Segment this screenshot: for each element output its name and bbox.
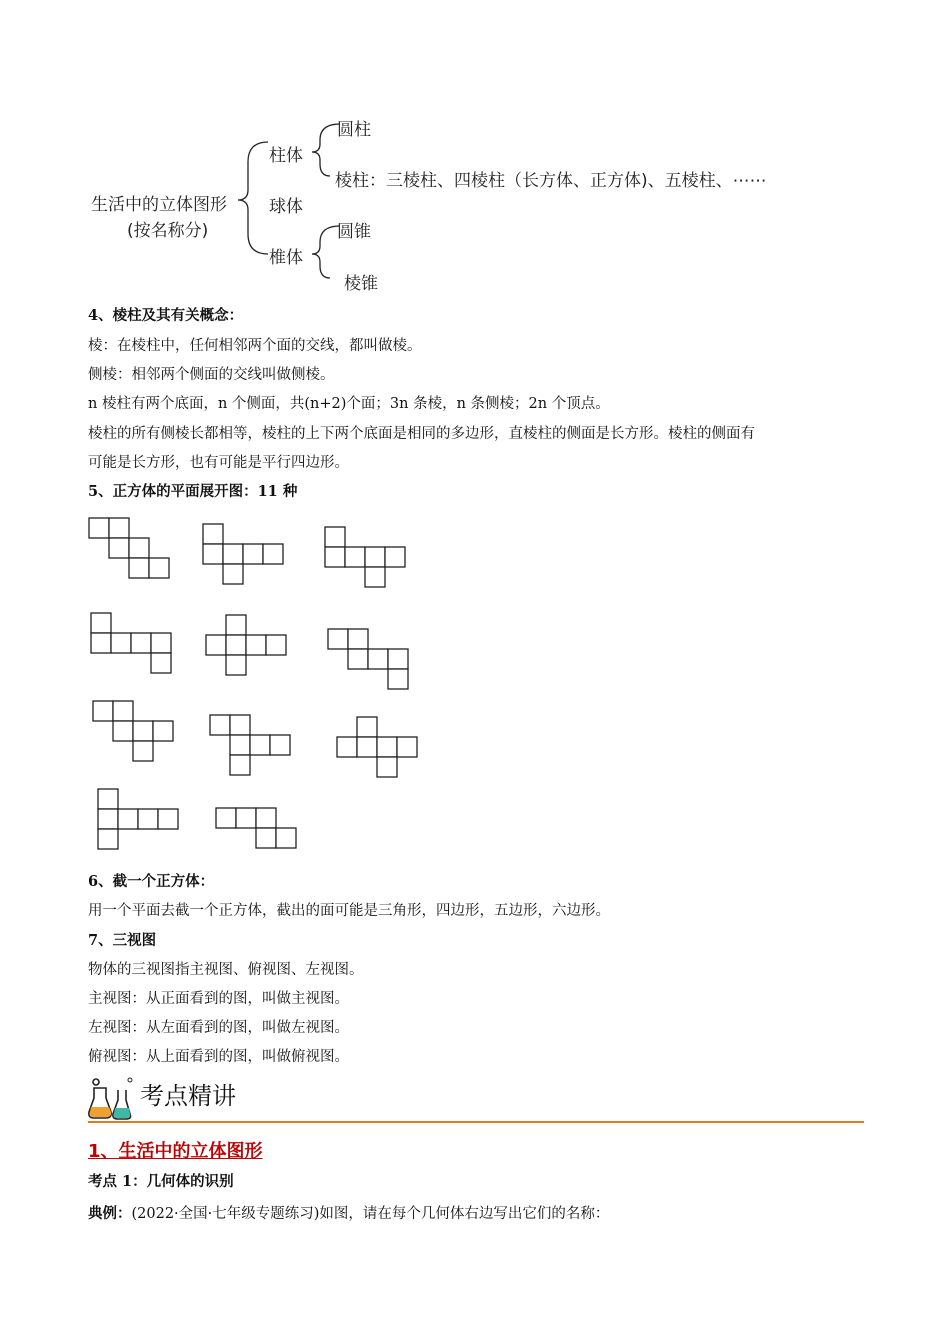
example-label: 典例： [88, 1205, 132, 1222]
cube-net-2 [202, 523, 288, 589]
cube-net-3 [324, 526, 410, 592]
kaodian-title: 考点精讲 [140, 1082, 236, 1110]
cube-net-5 [205, 614, 291, 680]
tree-root-line2: (按名称分) [127, 221, 209, 241]
section-6-title: 6、截一个正方体： [88, 873, 215, 890]
cube-net-1 [88, 517, 174, 583]
section-6-p1: 用一个平面去截一个正方体，截出的面可能是三角形，四边形，五边形，六边形。 [88, 903, 610, 919]
tree-yuanzhu: 圆柱 [337, 120, 371, 140]
section-4-p3: n 棱柱有两个底面，n 个侧面，共(n+2)个面；3n 条棱，n 条侧棱；2n 个顶点。 [88, 396, 610, 412]
cube-net-10 [97, 788, 187, 854]
section-4-p1: 棱：在棱柱中，任何相邻两个面的交线，都叫做棱。 [88, 338, 422, 354]
cube-net-8 [209, 714, 295, 780]
tree-zhuti: 柱体 [269, 146, 303, 166]
tree-qiuti: 球体 [269, 197, 303, 217]
cube-net-9 [336, 716, 422, 782]
section-4-p4a: 棱柱的所有侧棱长都相等，棱柱的上下两个底面是相同的多边形，直棱柱的侧面是长方形。棱柱的侧面有 [88, 426, 755, 442]
lab-flask-icon [86, 1074, 138, 1122]
cube-net-7 [92, 700, 178, 766]
kaodian-point1: 考点 1：几何体的识别 [88, 1173, 234, 1190]
cube-net-11 [215, 807, 305, 853]
tree-zhuiti: 椎体 [269, 248, 303, 268]
example-text: (2022·全国·七年级专题练习)如图，请在每个几何体右边写出它们的名称： [131, 1206, 610, 1222]
section-7-p3: 左视图：从左面看到的图，叫做左视图。 [88, 1020, 349, 1036]
section-7-p4: 俯视图：从上面看到的图，叫做俯视图。 [88, 1049, 349, 1065]
cube-net-6 [327, 628, 413, 694]
section-7-title: 7、三视图 [88, 932, 157, 949]
tree-lengzhu: 棱柱：三棱柱、四棱柱（长方体、正方体)、五棱柱、⋯⋯ [335, 171, 767, 191]
cube-net-4 [90, 612, 180, 678]
section-4-p4b: 可能是长方形，也有可能是平行四边形。 [88, 455, 349, 471]
section-divider [88, 1121, 864, 1123]
tree-yuanzhui: 圆锥 [337, 222, 371, 242]
section-7-p1: 物体的三视图指主视图、俯视图、左视图。 [88, 962, 364, 978]
section-4-p2: 侧棱：相邻两个侧面的交线叫做侧棱。 [88, 367, 335, 383]
section-5-title: 5、正方体的平面展开图：11 种 [88, 483, 298, 500]
section-7-p2: 主视图：从正面看到的图，叫做主视图。 [88, 991, 349, 1007]
tree-lengzhui: 棱锥 [344, 274, 378, 294]
section-4-title: 4、棱柱及其有关概念： [88, 307, 244, 324]
kaodian-sub1: 1、生活中的立体图形 [88, 1141, 263, 1162]
tree-root-line1: 生活中的立体图形 [91, 195, 227, 215]
kaodian-example [88, 1204, 609, 1224]
